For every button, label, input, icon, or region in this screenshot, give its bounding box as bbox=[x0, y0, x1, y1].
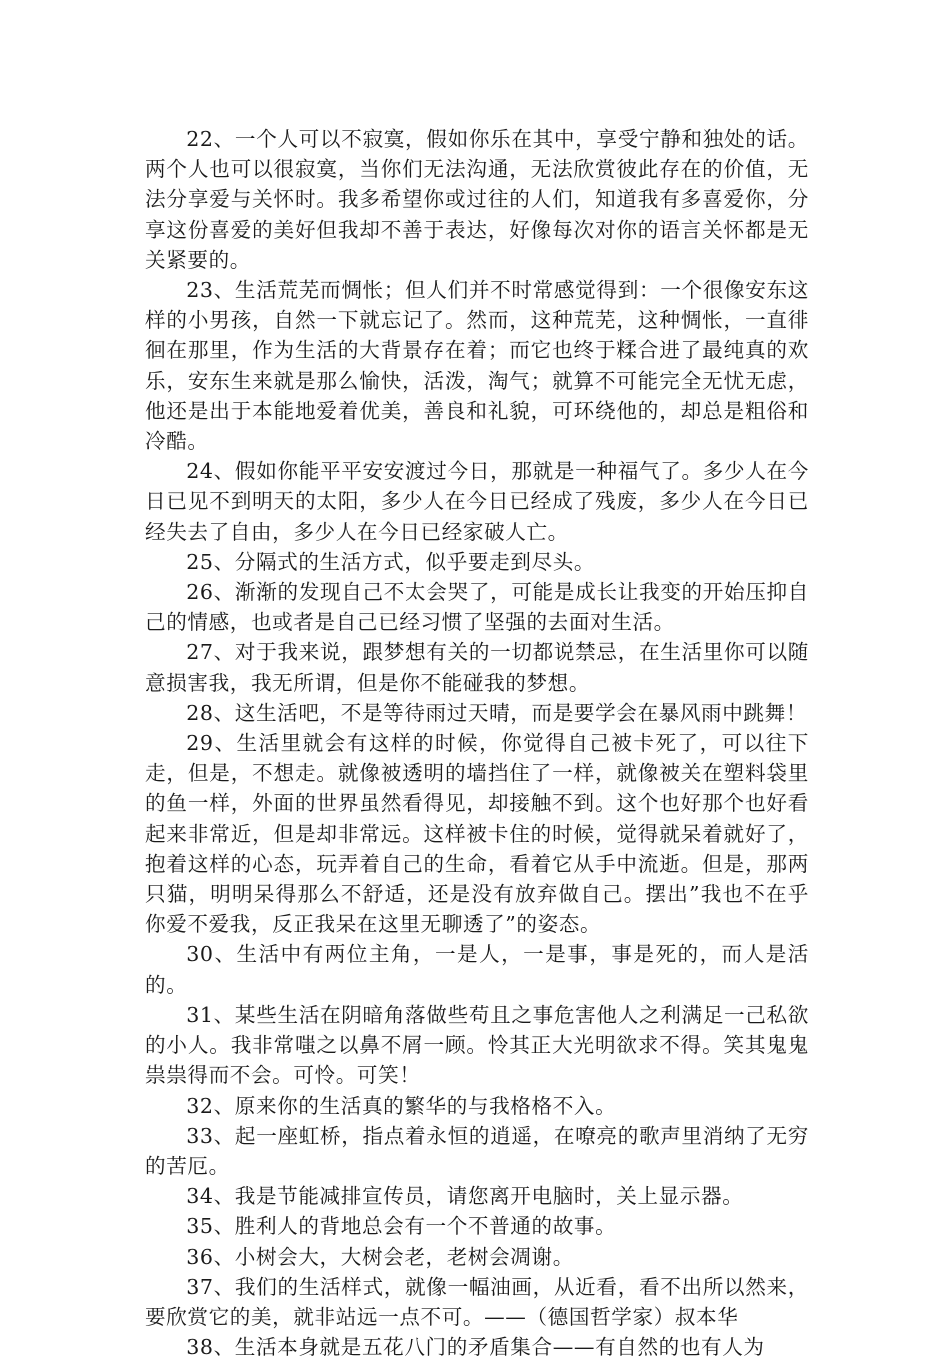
paragraph-35: 35、胜利人的背地总会有一个不普通的故事。 bbox=[186, 1214, 617, 1239]
paragraph-36: 36、小树会大，大树会老，老树会凋谢。 bbox=[186, 1244, 574, 1269]
paragraph-22: 22、一个人可以不寂寞，假如你乐在其中，享受宁静和独处的话。两个人也可以很寂寞，当你们无法沟通，无法欣赏彼此存在的价值，无法分享爱与关怀时。我多希望你或过往的人们，知道我有多喜爱你，分享这份喜爱的美好但我却不善于表达，好像每次对你的语言关怀都是无关紧要的。 bbox=[145, 127, 809, 272]
paragraph-24: 24、假如你能平平安安渡过今日，那就是一种福气了。多少人在今日已见不到明天的太阳，多少人在今日已经成了残废，多少人在今日已经失去了自由，多少人在今日已经家破人亡。 bbox=[145, 459, 809, 544]
paragraph-38: 38、生活本身就是五花八门的矛盾集合——有自然的也有人为 bbox=[186, 1335, 765, 1360]
paragraph-34: 34、我是节能减排宣传员，请您离开电脑时，关上显示器。 bbox=[186, 1184, 744, 1209]
paragraph-25: 25、分隔式的生活方式，似乎要走到尽头。 bbox=[186, 549, 596, 574]
paragraph-33: 33、起一座虹桥，指点着永恒的逍遥，在嘹亮的歌声里消纳了无穷的苦厄。 bbox=[145, 1123, 809, 1178]
paragraph-31: 31、某些生活在阴暗角落做些苟且之事危害他人之利满足一己私欲的小人。我非常嗤之以鼻不屑一顾。怜其正大光明欲求不得。笑其鬼鬼祟祟得而不会。可怜。可笑！ bbox=[145, 1002, 809, 1088]
paragraph-27: 27、对于我来说，跟梦想有关的一切都说禁忌，在生活里你可以随意损害我，我无所谓，但是你不能碰我的梦想。 bbox=[145, 640, 809, 695]
document-body bbox=[145, 124, 809, 1362]
paragraph-30: 30、生活中有两位主角，一是人，一是事，事是死的，而人是活的。 bbox=[145, 942, 809, 997]
paragraph-26: 26、渐渐的发现自己不太会哭了，可能是成长让我变的开始压抑自己的情感，也或者是自己已经习惯了坚强的去面对生活。 bbox=[145, 580, 809, 635]
paragraph-32: 32、原来你的生活真的繁华的与我格格不入。 bbox=[186, 1093, 617, 1118]
paragraph-37: 37、我们的生活样式，就像一幅油画，从近看，看不出所以然来，要欣赏它的美，就非站远一点不可。——（德国哲学家）叔本华 bbox=[145, 1274, 809, 1329]
paragraph-23: 23、生活荒芜而惆怅；但人们并不时常感觉得到：一个很像安东这样的小男孩，自然一下就忘记了。然而，这种荒芜，这种惆怅，一直徘徊在那里，作为生活的大背景存在着；而它也终于糅合进了最纯真的欢乐，安东生来就是那么愉快，活泼，淘气；就算不可能完全无忧无虑，他还是出于本能地爱着优美，善良和礼貌，可环绕他的，却总是粗俗和冷酷。 bbox=[145, 278, 809, 454]
paragraph-29: 29、生活里就会有这样的时候，你觉得自己被卡死了，可以往下走，但是，不想走。就像被透明的墙挡住了一样，就像被关在塑料袋里的鱼一样，外面的世界虽然看得见，却接触不到。这个也好那个也好看起来非常近，但是却非常远。这样被卡住的时候，觉得就呆着就好了，抱着这样的心态，玩弄着自己的生命，看着它从手中流逝。但是，那两只猫，明明呆得那么不舒适，还是没有放弃做自己。摆出”我也不在乎你爱不爱我，反正我呆在这里无聊透了”的姿态。 bbox=[145, 731, 809, 937]
paragraph-28: 28、这生活吧，不是等待雨过天晴，而是要学会在暴风雨中跳舞！ bbox=[186, 700, 808, 725]
